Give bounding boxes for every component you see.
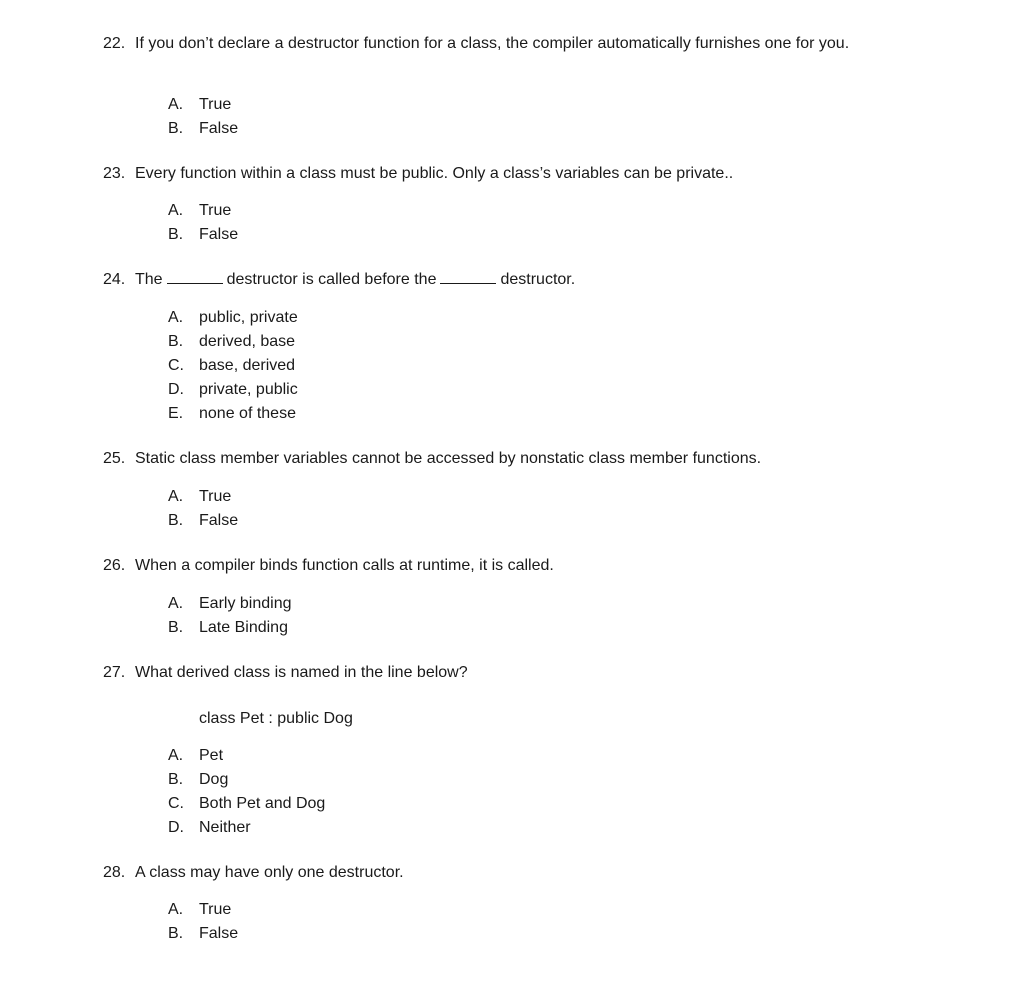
choice-text: none of these	[199, 405, 296, 422]
choice-letter: A.	[168, 96, 184, 113]
choice-text: False	[199, 226, 239, 243]
choice-letter: A.	[168, 488, 184, 505]
choice-text: False	[199, 512, 239, 529]
choice-list	[168, 199, 238, 247]
answer-blank-1	[167, 269, 223, 284]
question-text-part-2: destructor is called before the	[226, 271, 437, 288]
question-text	[135, 268, 923, 292]
question-stem	[103, 447, 923, 471]
choice-letter: D.	[168, 381, 184, 398]
question-26	[103, 554, 923, 636]
choice-d	[168, 378, 298, 402]
choice-text: Dog	[199, 771, 229, 788]
choice-text: Both Pet and Dog	[199, 795, 326, 812]
choice-letter: A.	[168, 595, 184, 612]
choice-a	[168, 744, 325, 768]
choice-text: Early binding	[199, 595, 292, 612]
choice-a	[168, 592, 292, 616]
question-number: 25.	[103, 450, 126, 467]
choice-text: True	[199, 488, 232, 505]
choice-b	[168, 330, 298, 354]
choice-list	[168, 485, 238, 533]
choice-text: Late Binding	[199, 619, 288, 636]
choice-b	[168, 768, 325, 792]
choice-letter: C.	[168, 357, 184, 374]
question-text: Every function within a class must be public. Only a class’s variables can be private..	[135, 165, 734, 182]
question-text-part-1: The	[135, 271, 163, 288]
question-27	[103, 661, 923, 836]
choice-letter: B.	[168, 120, 184, 137]
question-number: 27.	[103, 664, 126, 681]
choice-a	[168, 93, 238, 117]
choice-text: False	[199, 120, 239, 137]
choice-text: derived, base	[199, 333, 296, 350]
choice-d	[168, 816, 325, 840]
question-stem	[103, 861, 923, 885]
choice-letter: C.	[168, 795, 184, 812]
question-23	[103, 162, 923, 243]
choice-a	[168, 199, 238, 223]
choice-b	[168, 223, 238, 247]
choice-e	[168, 402, 298, 426]
choice-list	[168, 93, 238, 141]
question-text-part-3: destructor.	[500, 271, 576, 288]
choice-b	[168, 616, 292, 640]
choice-letter: B.	[168, 333, 184, 350]
question-22	[103, 32, 923, 137]
question-number: 24.	[103, 271, 126, 288]
question-stem	[103, 162, 923, 186]
choice-text: public, private	[199, 309, 298, 326]
choice-letter: E.	[168, 405, 184, 422]
choice-a	[168, 898, 238, 922]
answer-blank-2	[440, 269, 496, 284]
choice-text: True	[199, 96, 232, 113]
choice-letter: B.	[168, 771, 184, 788]
choice-letter: A.	[168, 202, 184, 219]
question-text: When a compiler binds function calls at runtime, it is called.	[135, 557, 554, 574]
question-number: 26.	[103, 557, 126, 574]
choice-c	[168, 792, 325, 816]
choice-text: Neither	[199, 819, 251, 836]
question-stem	[103, 268, 923, 292]
choice-b	[168, 117, 238, 141]
choice-letter: B.	[168, 925, 184, 942]
choice-text: True	[199, 901, 232, 918]
question-stem	[103, 554, 923, 578]
choice-letter: D.	[168, 819, 184, 836]
choice-letter: B.	[168, 619, 184, 636]
choice-list	[168, 306, 298, 426]
choice-list	[168, 898, 238, 946]
question-stem	[103, 661, 923, 685]
choice-a	[168, 306, 298, 330]
choice-b	[168, 922, 238, 946]
choice-letter: A.	[168, 747, 184, 764]
code-sample: class Pet : public Dog	[199, 710, 353, 727]
question-text: A class may have only one destructor.	[135, 864, 404, 881]
question-text: If you don’t declare a destructor function for a class, the compiler automatically furnishes one for you.	[135, 35, 850, 52]
choice-c	[168, 354, 298, 378]
choice-text: Pet	[199, 747, 224, 764]
choice-list	[168, 592, 292, 640]
choice-b	[168, 509, 238, 533]
question-text: What derived class is named in the line below?	[135, 664, 468, 681]
question-number: 22.	[103, 35, 126, 52]
choice-text: True	[199, 202, 232, 219]
question-text: Static class member variables cannot be accessed by nonstatic class member functions.	[135, 450, 762, 467]
choice-letter: A.	[168, 309, 184, 326]
choice-list	[168, 744, 325, 840]
question-stem	[103, 32, 923, 56]
question-28	[103, 861, 923, 942]
choice-letter: B.	[168, 512, 184, 529]
choice-text: base, derived	[199, 357, 296, 374]
choice-text: private, public	[199, 381, 298, 398]
choice-letter: B.	[168, 226, 184, 243]
question-number: 28.	[103, 864, 126, 881]
choice-a	[168, 485, 238, 509]
choice-text: False	[199, 925, 239, 942]
question-24	[103, 268, 923, 422]
choice-letter: A.	[168, 901, 184, 918]
question-number: 23.	[103, 165, 126, 182]
question-25	[103, 447, 923, 529]
